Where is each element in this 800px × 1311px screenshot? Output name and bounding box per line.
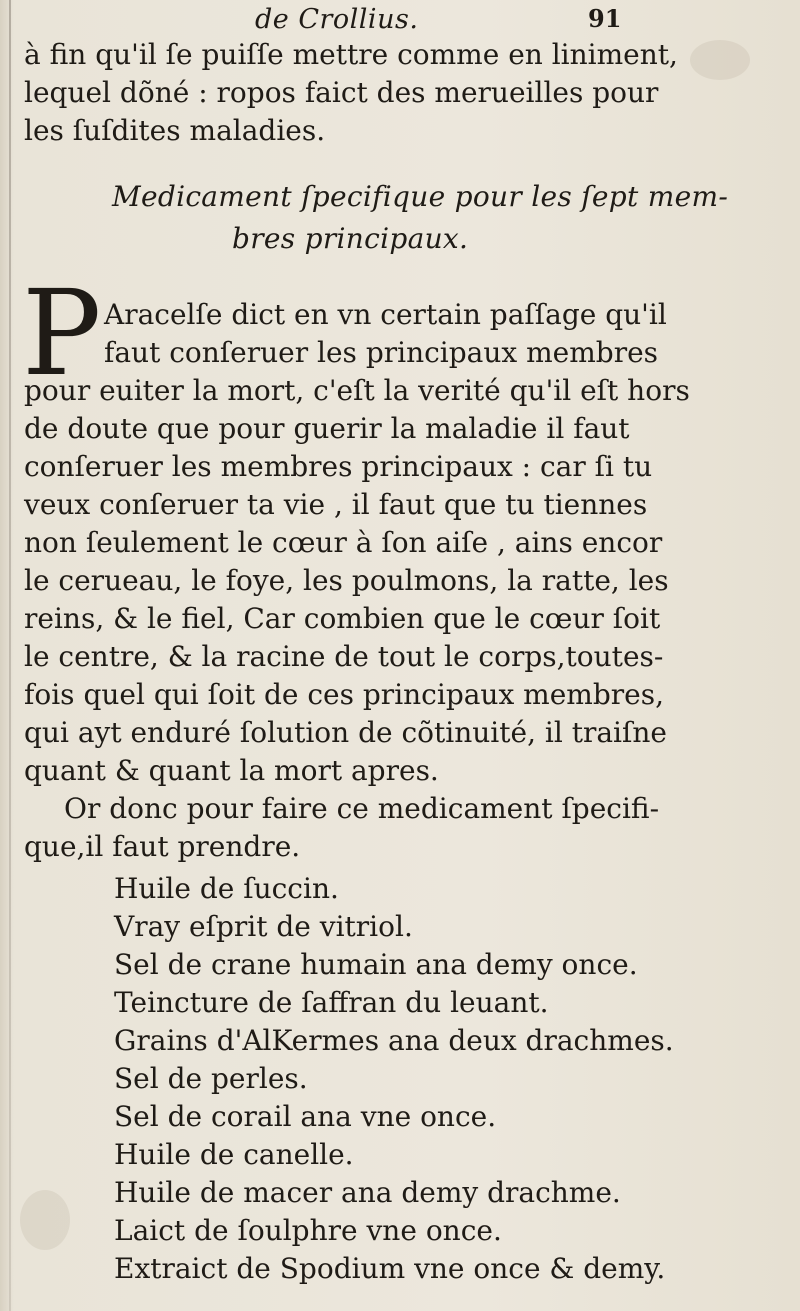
text-line: Aracelſe dict en vn certain paſſage qu'il [104, 298, 667, 331]
text-line: faut conſeruer les principaux membres [104, 336, 659, 369]
recipe-item: Sel de crane humain ana demy once. [114, 948, 638, 981]
text-line: Or donc pour faire ce medicament ſpecifi- [64, 792, 660, 825]
text-line: lequel dõné : ropos faict des merueilles pour [24, 76, 659, 109]
section-heading-line: Medicament ſpecifique pour les ſept mem- [112, 180, 729, 213]
text-line: pour euiter la mort, c'eſt la verité qu'il eſt hors [24, 374, 690, 407]
recipe-item: Extraict de Spodium vne once & demy. [114, 1252, 666, 1285]
text-line: reins, & le fiel, Car combien que le cœur ſoit [24, 602, 661, 635]
gutter-shadow [9, 0, 11, 1311]
recipe-item: Huile de ſuccin. [114, 872, 339, 905]
page-number: 91 [588, 4, 622, 33]
text-line: veux conſeruer ta vie , il faut que tu tiennes [24, 488, 648, 521]
recipe-item: Teincture de ſaffran du leuant. [114, 986, 549, 1019]
text-line: quant & quant la mort apres. [24, 754, 439, 787]
text-line: que,il faut prendre. [24, 830, 301, 863]
section-heading-line: bres principaux. [232, 222, 469, 255]
recipe-item: Vray eſprit de vitriol. [114, 910, 413, 943]
recipe-item: Laict de ſoulphre vne once. [114, 1214, 502, 1247]
recipe-item: Huile de canelle. [114, 1138, 354, 1171]
drop-cap: P [22, 264, 102, 402]
text-line: le cerueau, le foye, les poulmons, la ratte, les [24, 564, 669, 597]
recipe-item: Sel de perles. [114, 1062, 308, 1095]
text-line: le centre, & la racine de tout le corps,toutes- [24, 640, 664, 673]
text-line: fois quel qui ſoit de ces principaux membres, [24, 678, 664, 711]
paper-stain [20, 1190, 70, 1250]
text-line: conſeruer les membres principaux : car ſi tu [24, 450, 653, 483]
recipe-item: Grains d'AlKermes ana deux drachmes. [114, 1024, 674, 1057]
running-head-title: de Crollius. [255, 4, 419, 35]
text-line: à fin qu'il ſe puiſſe mettre comme en liniment, [24, 38, 678, 71]
text-line: de doute que pour guerir la maladie il faut [24, 412, 630, 445]
text-line: qui ayt enduré ſolution de cõtinuité, il traiſne [24, 716, 667, 749]
recipe-item: Sel de corail ana vne once. [114, 1100, 497, 1133]
text-line: non ſeulement le cœur à ſon aiſe , ains encor [24, 526, 663, 559]
paper-stain [690, 40, 750, 80]
text-line: les ſuſdites maladies. [24, 114, 326, 147]
recipe-item: Huile de macer ana demy drachme. [114, 1176, 621, 1209]
